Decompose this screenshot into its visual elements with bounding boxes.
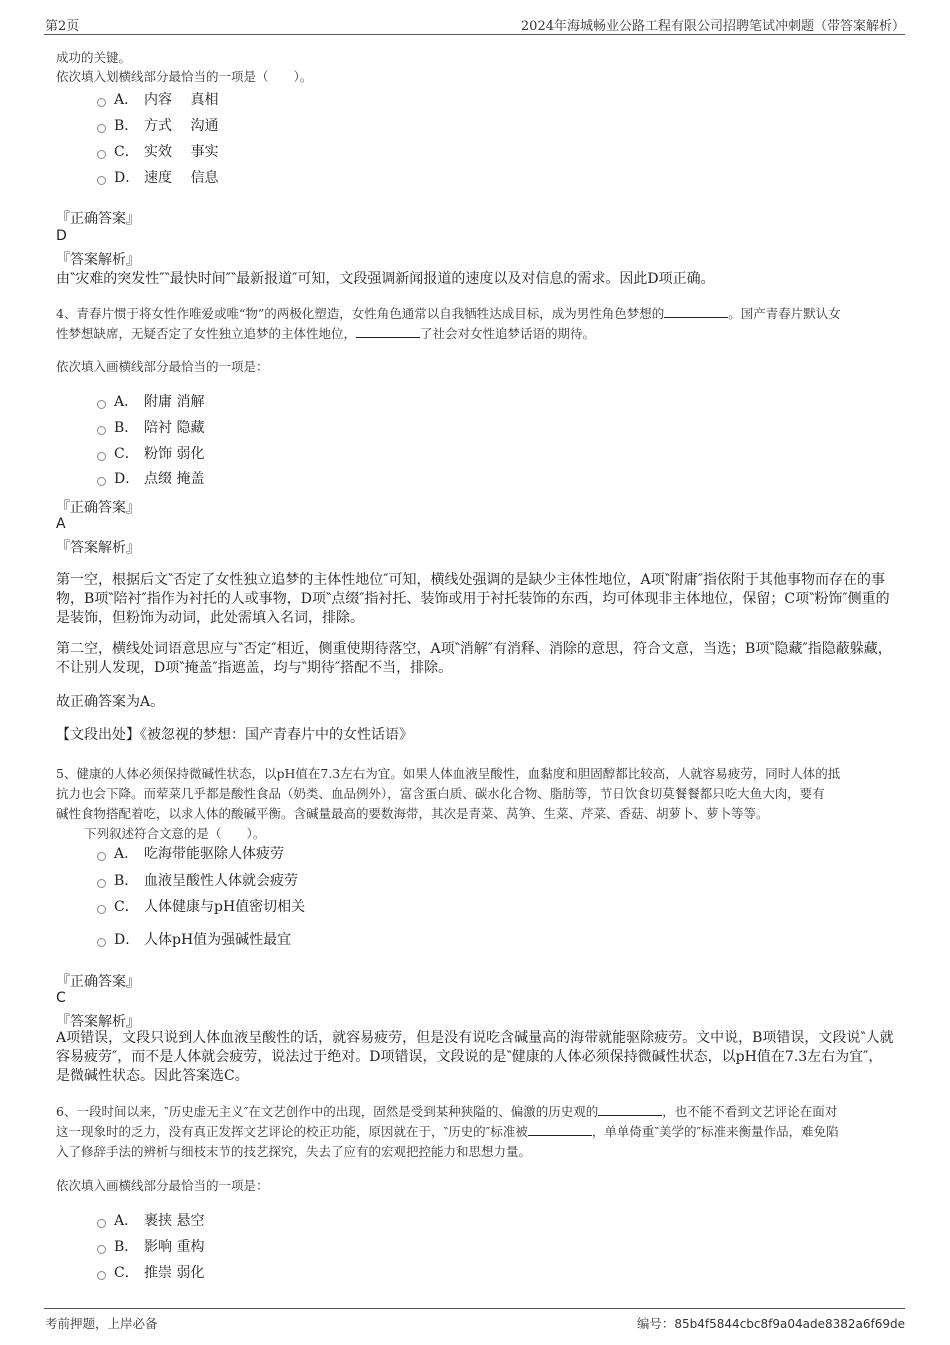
footer-code	[637, 1314, 905, 1332]
q5-analysis-label: 『答案解析』	[56, 1014, 140, 1030]
fill-blank	[356, 325, 420, 338]
q6-option-a[interactable]: A． 裹挟 悬空	[97, 1210, 204, 1230]
q4-answer: A	[56, 516, 66, 532]
radio-icon[interactable]	[97, 98, 106, 107]
q4-prompt: 依次填入画横线部分最恰当的一项是：	[56, 359, 269, 374]
q4-analysis-p2: 第二空，横线处词语意思应与‶否定″相近，侧重使期待落空，A项‶消解″有消释、消除的意思，符合文意，当选；B项‶隐藏″指隐蔽躲藏，不让别人发现，D项‶掩盖″指遮盖，均与‶期待″搭配不当，排除。	[56, 641, 892, 676]
q5-analysis: A项错误，文段只说到人体血液呈酸性的话，就容易疲劳，但是没有说吃含碱量高的海带就能驱除疲劳。文中说，B项错误，文段说‶人就容易疲劳″，而不是人体就会疲劳，说法过于绝对。D项错误，文段说的是‶健康的人体必须保持微碱性状态，以pH值在7.3左右为宜″，是微碱性状态。因此答案选C。	[56, 1030, 894, 1084]
q6-stem-line1: 6、一段时间以来，‶历史虚无主义″在文艺创作中的出现，固然是受到某种狭隘的、偏激的历史观的 ，也不能不看到文艺评论在面对	[56, 1104, 838, 1119]
q3-option-a[interactable]: A． 内容 真相	[97, 89, 218, 109]
q3-analysis: 由‶灾难的突发性″‶最快时间″‶最新报道″可知，文段强调新闻报道的速度以及对信息的需求。因此D项正确。	[56, 271, 715, 287]
header-divider	[44, 34, 905, 35]
q6-option-c[interactable]: C． 推崇 弱化	[97, 1262, 204, 1282]
q4-analysis-p1: 第一空，根据后文‶否定了女性独立追梦的主体性地位″可知，横线处强调的是缺少主体性地位，A项‶附庸″指依附于其他事物而存在的事物，B项‶陪衬″指作为衬托的人或事物，D项‶点缀″指衬托、装饰或用于衬托装饰的东西，均可体现非主体地位，保留；C项‶粉饰″侧重的是装饰，但粉饰为动词，此处需填入名词，排除。	[56, 572, 890, 626]
q4-option-c[interactable]: C． 粉饰 弱化	[97, 443, 204, 463]
radio-icon[interactable]	[97, 477, 106, 486]
footer-code-value: 85b4f5844cbc8f9a04ade8382a6f69de	[674, 1317, 905, 1331]
q4-analysis-p3: 故正确答案为A。	[56, 694, 165, 710]
q5-option-a[interactable]: A． 吃海带能驱除人体疲劳	[97, 843, 284, 863]
q5-answer-label: 『正确答案』	[56, 974, 140, 990]
q4-source: 【文段出处】《被忽视的梦想：国产青春片中的女性话语》	[56, 727, 413, 743]
fill-blank	[598, 1103, 662, 1116]
radio-icon[interactable]	[97, 852, 106, 861]
radio-icon[interactable]	[97, 1245, 106, 1254]
radio-icon[interactable]	[97, 150, 106, 159]
q5-option-c[interactable]: C． 人体健康与pH值密切相关	[97, 896, 305, 916]
q4-stem-line1: 4、青春片惯于将女性作唯爱或唯“物”的两极化塑造，女性角色通常以自我牺牲达成目标，成为男性角色梦想的 。国产青春片默认女	[56, 306, 841, 321]
radio-icon[interactable]	[97, 452, 106, 461]
q3-analysis-label: 『答案解析』	[56, 252, 140, 268]
q4-option-d[interactable]: D． 点缀 掩盖	[97, 468, 204, 488]
document-title: 2024年海城畅业公路工程有限公司招聘笔试冲刺题（带答案解析）	[520, 19, 905, 34]
radio-icon[interactable]	[97, 176, 106, 185]
q3-option-d[interactable]: D． 速度 信息	[97, 167, 218, 187]
q3-answer-label: 『正确答案』	[56, 211, 140, 227]
q5-stem-line2: 抗力也会下降。而荤菜几乎都是酸性食品（奶类、血品例外），富含蛋白质、碳水化合物、脂肪等，节日饮食切莫餐餐都只吃大鱼大肉，要有	[56, 786, 825, 801]
q6-stem-line3: 入了修辞手法的辨析与细枝末节的技艺探究，失去了应有的宏观把控能力和思想力量。	[56, 1144, 532, 1159]
q6-prompt: 依次填入画横线部分最恰当的一项是：	[56, 1178, 269, 1193]
footer-divider	[44, 1308, 905, 1309]
q3-answer: D	[56, 228, 67, 244]
q6-option-b[interactable]: B． 影响 重构	[97, 1236, 204, 1256]
q5-answer: C	[56, 990, 66, 1006]
radio-icon[interactable]	[97, 879, 106, 888]
q5-stem-line3: 碱性食物搭配着吃，以求人体的酸碱平衡。含碱量最高的要数海带，其次是青菜、莴笋、生菜、芹菜、香菇、胡萝卜、萝卜等等。	[56, 806, 769, 821]
q4-answer-label: 『正确答案』	[56, 500, 140, 516]
q3-prompt: 依次填入划横线部分最恰当的一项是（ ）。	[56, 69, 313, 84]
radio-icon[interactable]	[97, 905, 106, 914]
q5-option-d[interactable]: D． 人体pH值为强碱性最宜	[97, 929, 291, 949]
q3-option-c[interactable]: C． 实效 事实	[97, 141, 218, 161]
page-number: 第2页	[45, 19, 80, 34]
radio-icon[interactable]	[97, 124, 106, 133]
q4-stem-line2: 性梦想缺席，无疑否定了女性独立追梦的主体性地位， 了社会对女性追梦话语的期待。	[56, 326, 596, 341]
radio-icon[interactable]	[97, 400, 106, 409]
radio-icon[interactable]	[97, 1219, 106, 1228]
radio-icon[interactable]	[97, 426, 106, 435]
fill-blank	[664, 305, 728, 318]
q4-option-a[interactable]: A． 附庸 消解	[97, 391, 204, 411]
q5-option-b[interactable]: B． 血液呈酸性人体就会疲劳	[97, 870, 298, 890]
q4-option-b[interactable]: B． 陪衬 隐藏	[97, 417, 204, 437]
radio-icon[interactable]	[97, 1271, 106, 1280]
radio-icon[interactable]	[97, 938, 106, 947]
fill-blank	[528, 1123, 592, 1136]
q5-stem-line1: 5、健康的人体必须保持微碱性状态，以pH值在7.3左右为宜。如果人体血液呈酸性，血黏度和胆固醇都比较高，人就容易疲劳，同时人体的抵	[56, 766, 841, 781]
q5-prompt: 下列叙述符合文意的是（ ）。	[84, 826, 266, 841]
q4-analysis-label: 『答案解析』	[56, 540, 140, 556]
q6-stem-line2: 这一现象时的乏力，没有真正发挥文艺评论的校正功能，原因就在于，‶历史的″标准被 ，单单倚重‶美学的″标准来衡量作品，难免陷	[56, 1124, 839, 1139]
q3-tail: 成功的关键。	[56, 50, 132, 65]
footer-slogan: 考前押题，上岸必备	[45, 1316, 158, 1331]
q3-option-b[interactable]: B． 方式 沟通	[97, 115, 218, 135]
footer-code-label: 编号：	[636, 1316, 675, 1331]
